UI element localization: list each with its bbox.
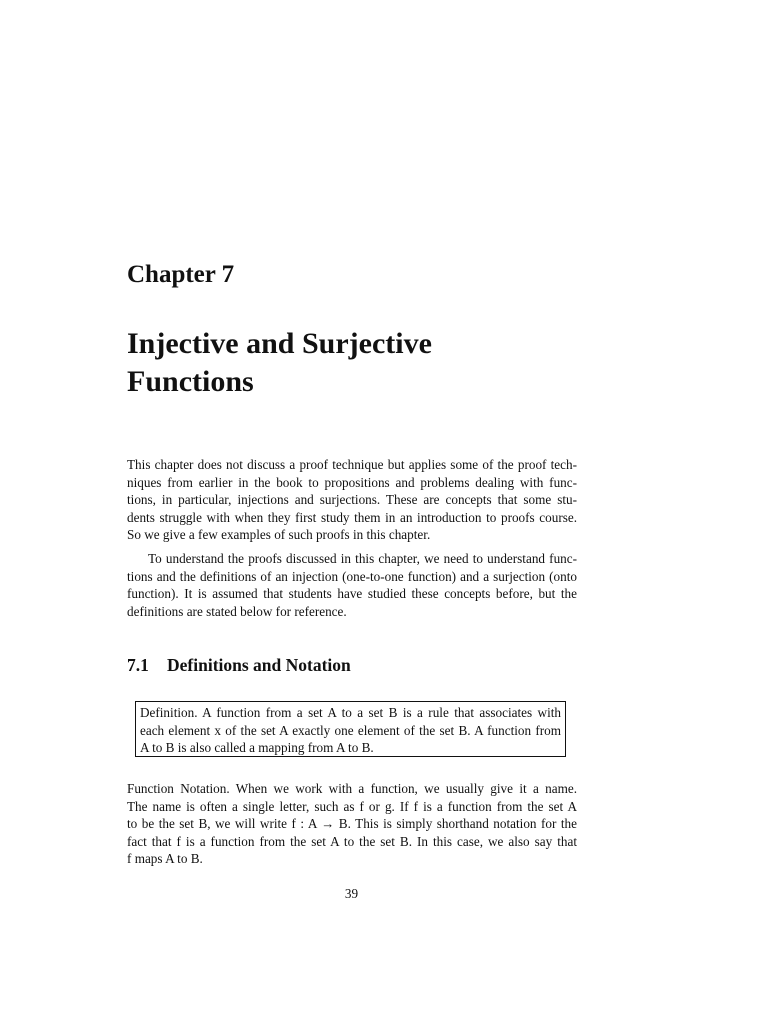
text-line: to be the set B, we will write f : A → B. This is simply shorthand notation for the (127, 816, 577, 832)
text-line: Definition. A function from a set A to a set B is a rule that associates with (140, 705, 561, 720)
text-line: The name is often a single letter, such as f or g. If f is a function from the set A (127, 798, 577, 814)
intro-paragraph-2 (127, 550, 577, 620)
text-line: dents struggle with when they first study them in an introduction to proofs course. (127, 509, 577, 525)
section-heading (127, 654, 351, 676)
chapter-title-line: Injective and Surjective (127, 327, 432, 360)
text-line: definitions are stated below for reference. (127, 603, 347, 619)
text-line: tions and the definitions of an injection (one-to-one function) and a surjection (onto (127, 568, 577, 584)
definition-box (135, 701, 566, 757)
text-line: each element x of the set A exactly one element of the set B. A function from (140, 722, 561, 738)
page-number: 39 (344, 886, 359, 901)
text-line: fact that f is a function from the set A to the set B. In this case, we also say that (127, 833, 577, 849)
text-line: So we give a few examples of such proofs in this chapter. (127, 527, 431, 543)
text-line: This chapter does not discuss a proof technique but applies some of the proof tech- (127, 457, 577, 472)
chapter-title (127, 325, 587, 401)
text-line: tions, in particular, injections and surjections. These are concepts that some stu- (127, 492, 577, 508)
chapter-label: Chapter 7 (127, 261, 235, 288)
text-line: Function Notation. When we work with a function, we usually give it a name. (127, 781, 577, 796)
definition-text (140, 704, 561, 757)
text-line: A to B is also called a mapping from A to B. (140, 740, 374, 756)
section-title: Definitions and Notation (167, 655, 351, 675)
intro-paragraph-1 (127, 456, 577, 544)
function-notation-paragraph (127, 780, 577, 868)
chapter-title-line: Functions (127, 365, 254, 398)
text-line: niques from earlier in the book to propositions and problems dealing with func- (127, 474, 577, 490)
text-line: To understand the proofs discussed in this chapter, we need to understand func- (148, 551, 577, 566)
text-line: function). It is assumed that students have studied these concepts before, but the (127, 586, 577, 602)
text-line: f maps A to B. (127, 851, 203, 867)
section-number: 7.1 (127, 655, 149, 675)
